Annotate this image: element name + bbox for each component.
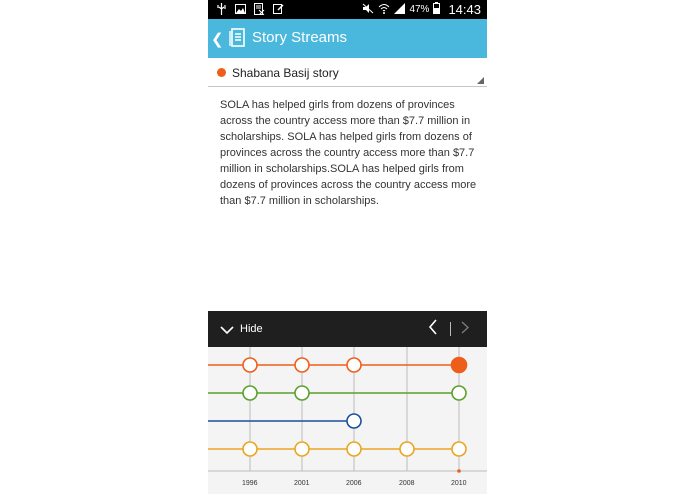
- gallery-icon: [235, 2, 246, 14]
- chevron-left-icon[interactable]: ❮: [211, 31, 224, 48]
- timeline-node[interactable]: [400, 442, 414, 456]
- timeline-year-label: 2010: [451, 480, 467, 487]
- dropdown-caret-icon: [477, 77, 484, 84]
- notes-off-icon: [254, 2, 265, 14]
- timeline-toolbar: [208, 311, 487, 347]
- status-bar: [208, 0, 487, 19]
- selected-year-marker: [457, 469, 461, 473]
- timeline-year-label: 2001: [294, 480, 310, 487]
- edit-icon: [273, 2, 284, 14]
- timeline-node[interactable]: [347, 442, 361, 456]
- timeline-node[interactable]: [452, 442, 466, 456]
- story-dropdown[interactable]: [208, 58, 487, 87]
- story-color-dot: [217, 68, 226, 77]
- timeline-node[interactable]: [295, 386, 309, 400]
- timeline-node[interactable]: [347, 358, 361, 372]
- mute-icon: [362, 3, 374, 17]
- timeline-year-label: 2008: [399, 480, 415, 487]
- chevron-down-icon[interactable]: [220, 322, 234, 340]
- battery-icon: [433, 2, 440, 17]
- timeline-node[interactable]: [452, 358, 467, 373]
- app-bar: [208, 19, 487, 58]
- timeline-node[interactable]: [452, 386, 466, 400]
- timeline-year-label: 2006: [346, 480, 362, 487]
- battery-percent: 47%: [409, 4, 430, 15]
- chevron-right-icon[interactable]: [461, 321, 469, 338]
- document-list-icon: [229, 28, 245, 47]
- timeline-node[interactable]: [243, 358, 257, 372]
- phone-screen: [208, 0, 487, 494]
- timeline-svg: [208, 347, 487, 494]
- timeline-node[interactable]: [295, 442, 309, 456]
- timeline-node[interactable]: [295, 358, 309, 372]
- status-clock: 14:43: [448, 2, 481, 17]
- timeline-node[interactable]: [243, 442, 257, 456]
- timeline-chart[interactable]: [208, 347, 487, 494]
- wifi-icon: [378, 3, 390, 17]
- timeline-year-label: 1996: [242, 480, 258, 487]
- hide-button[interactable]: Hide: [240, 323, 263, 335]
- signal-icon: [394, 3, 405, 17]
- chevron-left-icon[interactable]: [428, 319, 438, 340]
- story-dropdown-label: Shabana Basij story: [232, 66, 339, 80]
- usb-icon: [216, 2, 227, 14]
- nav-divider: [450, 322, 451, 336]
- timeline-node[interactable]: [243, 386, 257, 400]
- timeline-node[interactable]: [347, 414, 361, 428]
- page-title: Story Streams: [252, 29, 348, 46]
- story-text: SOLA has helped girls from dozens of provinces across the country access more than $7.7 million in scholarships. SOLA has helped girls from dozens of provinces across the country access more than $7.7 million in scholarships.SOLA has helped girls from dozens of provinces across the country access more than $7.7 million in scholarships.: [220, 99, 477, 207]
